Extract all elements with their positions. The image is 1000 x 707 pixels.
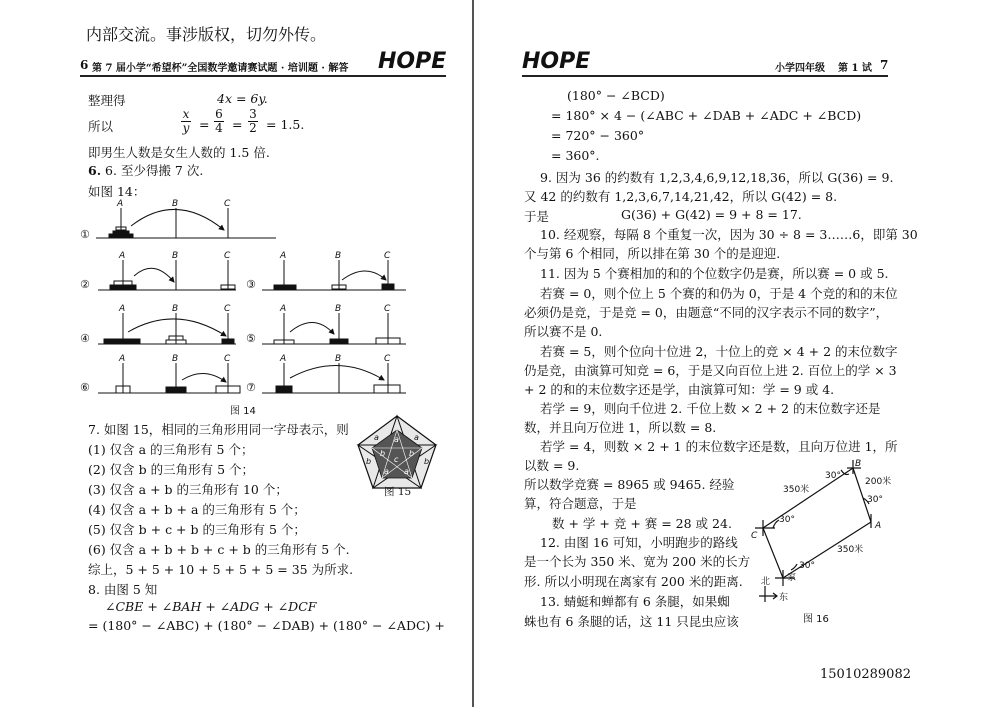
answer-11-b: 若赛 = 0，则个位上 5 个赛的和仍为 0，于是 4 个竞的和的末位 (540, 286, 898, 301)
answer-11-c: 必须仍是竞，于是竞 = 0，由题意“不同的汉字表示不同的数字”， (524, 305, 889, 320)
line-ratio: 即男生人数是女生人数的 1.5 倍. (88, 145, 270, 160)
answer-7-item-4: (4) 仅含 a + b + a 的三角形有 5 个； (88, 502, 306, 517)
step-number-3: ③ (246, 278, 256, 291)
answer-9-b: 又 42 的约数有 1,2,3,6,7,14,21,42，所以 G(42) = 8. (524, 189, 838, 204)
equals-1: = (199, 117, 210, 132)
triangle-label-b: b (409, 449, 415, 458)
peg-label-b: B (172, 354, 179, 364)
answer-7-item-6: (6) 仅含 a + b + b + c + b 的三角形有 5 个. (88, 542, 350, 557)
peg-label-a: A (119, 251, 126, 261)
line-suoyi: 所以 (88, 119, 114, 134)
step-number-1: ① (80, 228, 90, 241)
figure-16-caption: 图 16 (803, 614, 829, 625)
peg-label-b: B (172, 304, 179, 314)
triangle-label-b: b (424, 457, 430, 466)
answer-9-a: 9. 因为 36 的约数有 1,2,3,4,6,9,12,18,36，所以 G(36) = 9. (540, 170, 894, 185)
peg-label-c: C (224, 304, 231, 314)
figure-14-caption: 图 14 (230, 406, 256, 417)
angle-30-top: 30° (825, 471, 841, 481)
triangle-label-a: a (414, 433, 419, 442)
answer-7-item-3: (3) 仅含 a + b 的三角形有 10 个； (88, 482, 288, 497)
figure-14 (76, 196, 416, 418)
answer-11-g: + 2 的和的末位数字还是学，由演算可知：学 = 9 或 4. (524, 382, 835, 397)
answer-8-line-2: = (180° − ∠ABC) + (180° − ∠DAB) + (180° − ∠ADC) + (88, 618, 445, 633)
hope-logo-text: HOPE (378, 49, 446, 74)
line-equation: 4x = 6y. (217, 91, 268, 106)
fraction-x-y: x y (182, 107, 190, 135)
hanoi-step-3 (262, 260, 406, 290)
angle-30-right: 30° (867, 495, 883, 505)
hanoi-step-7 (262, 363, 406, 393)
peg-label-b: B (172, 251, 179, 261)
equals-2: = (232, 117, 243, 132)
answer-11-e: 若赛 = 5，则个位向十位进 2，十位上的竞 × 4 + 2 的末位数字 (540, 344, 898, 359)
answer-7-item-5: (5) 仅含 b + c + b 的三角形有 5 个； (88, 522, 306, 537)
triangle-label-a: a (374, 433, 379, 442)
angle-30-bottom: 30° (799, 561, 815, 571)
step-number-5: ⑤ (246, 332, 256, 345)
peg-label-a: A (117, 199, 124, 209)
triangle-label-b: b (366, 457, 372, 466)
peg-label-c: C (224, 199, 231, 209)
right-page-number: 7 (880, 58, 889, 72)
peg-label-b: B (335, 304, 342, 314)
answer-7-item-1: (1) 仅含 a 的三角形有 5 个； (88, 442, 254, 457)
distance-350-bottom: 350米 (837, 545, 864, 555)
right-header-grade: 小学四年级 (775, 63, 825, 74)
answer-11-h: 若学 = 9，则向千位进 2. 千位上数 × 2 + 2 的末位数字还是 (540, 401, 881, 416)
hanoi-step-6 (98, 363, 240, 393)
right-line-1: (180° − ∠BCD) (567, 88, 665, 103)
fraction-result: = 1.5. (266, 117, 305, 132)
fraction-6-4: 6 4 (215, 107, 223, 135)
hope-logo-right (520, 46, 590, 78)
peg-label-c: C (224, 354, 231, 364)
hanoi-step-2 (98, 260, 236, 290)
angle-30-left: 30° (779, 515, 795, 525)
point-c: C (751, 531, 758, 541)
answer-12-b: 是一个长为 350 米、宽为 200 米的长方 (524, 554, 751, 569)
answer-11-l: 所以数学竞赛 = 8965 或 9465. 经验 (524, 477, 735, 492)
answer-7: 7. 如图 15，相同的三角形用同一字母表示，则 (88, 422, 349, 437)
peg-label-a: A (280, 251, 287, 261)
triangle-label-b: b (380, 449, 386, 458)
answer-11-a: 11. 因为 5 个赛相加的和的个位数字仍是赛，所以赛 = 0 或 5. (540, 266, 889, 281)
step-number-7: ⑦ (246, 381, 256, 394)
answer-9-c1: 于是 (524, 209, 550, 224)
answer-13-b: 蛛也有 6 条腿的话，这 11 只昆虫应该 (524, 614, 739, 629)
hope-logo-text: HOPE (522, 49, 590, 74)
answer-10-a: 10. 经观察，每隔 8 个重复一次，因为 30 ÷ 8 = 3……6，即第 30 (540, 227, 918, 242)
answer-11-d: 所以赛不是 0. (524, 324, 603, 339)
answer-13-a: 13. 蜻蜓和蝉都有 6 条腿，如果蜘 (540, 594, 730, 609)
answer-7-item-2: (2) 仅含 b 的三角形有 5 个； (88, 462, 255, 477)
figure-15-caption: 图 15 (384, 486, 412, 498)
peg-label-a: A (119, 304, 126, 314)
peg-label-c: C (384, 304, 391, 314)
fig14-intro: 如图 14： (88, 184, 146, 199)
peg-label-b: B (172, 199, 179, 209)
answer-11-f: 仍是竞，由演算可知竞 = 6，于是又向百位上进 2. 百位上的学 × 3 (524, 363, 897, 378)
peg-label-b: B (335, 251, 342, 261)
north-label: 北 (761, 577, 771, 587)
line-zhengli: 整理得 (88, 93, 126, 108)
peg-label-c: C (224, 251, 231, 261)
distance-200: 200米 (865, 477, 892, 487)
step-number-2: ② (80, 278, 90, 291)
answer-8-line-1: ∠CBE + ∠BAH + ∠ADG + ∠DCF (105, 599, 317, 614)
answer-11-m: 算，符合题意，于是 (524, 496, 637, 511)
answer-11-j: 若学 = 4，则数 × 2 + 1 的末位数字还是数，且向万位进 1，所 (540, 439, 898, 454)
figure-16 (745, 456, 895, 626)
fraction-3-2: 3 2 (249, 107, 257, 135)
right-line-3: = 720° − 360° (551, 128, 645, 143)
left-header-title: 第 7 届小学“希望杯”全国数学邀请赛试题 · 培训题 · 解答 (92, 63, 349, 74)
step-number-6: ⑥ (80, 381, 90, 394)
triangle-label-c: c (394, 455, 399, 464)
answer-10-b: 个与第 6 个相同，所以排在第 30 个的是迎迎. (524, 246, 781, 261)
hanoi-step-4 (98, 313, 236, 344)
answer-11-n: 数 + 学 + 竞 + 赛 = 28 或 24. (552, 516, 732, 531)
home-label: 家 (787, 573, 797, 583)
left-header-rule (80, 75, 446, 77)
east-label: 东 (779, 593, 789, 603)
distance-350-top: 350米 (783, 485, 810, 495)
answer-11-i: 数，并且向万位进 1，所以数 = 8. (524, 420, 717, 435)
answer-12-a: 12. 由图 16 可知，小明跑步的路线 (540, 535, 738, 550)
right-header-rule (522, 75, 888, 77)
right-line-2: = 180° × 4 − (∠ABC + ∠DAB + ∠ADC + ∠BCD) (551, 108, 862, 123)
answer-8: 8. 由图 5 知 (88, 582, 158, 597)
triangle-label-a: a (394, 435, 399, 444)
left-page-number: 6 (80, 58, 89, 72)
hope-logo-left (376, 46, 446, 78)
page-divider (472, 0, 474, 707)
peg-label-c: C (384, 251, 391, 261)
answer-12-c: 形. 所以小明现在离家有 200 米的距离. (524, 574, 743, 589)
phone-number: 15010289082 (820, 667, 911, 682)
watermark: 内部交流。事涉版权，切勿外传。 (86, 25, 327, 44)
triangle-label-a: a (404, 467, 409, 476)
hanoi-step-1 (96, 208, 276, 238)
peg-label-a: A (119, 354, 126, 364)
step-number-4: ④ (80, 332, 90, 345)
answer-9-c2: G(36) + G(42) = 9 + 8 = 17. (621, 207, 802, 222)
peg-label-a: A (280, 354, 287, 364)
hanoi-step-5 (262, 313, 406, 344)
peg-label-b: B (335, 354, 342, 364)
right-header-test: 第 1 试 (838, 63, 872, 74)
point-a: A (875, 521, 882, 531)
answer-11-k: 以数 = 9. (524, 458, 580, 473)
answer-7-sum: 综上，5 + 5 + 10 + 5 + 5 + 5 = 35 为所求. (88, 562, 354, 577)
point-b: B (855, 459, 862, 469)
answer-6: 6. 6. 至少得搬 7 次. (88, 163, 204, 178)
triangle-label-a: a (384, 467, 389, 476)
peg-label-a: A (280, 304, 287, 314)
right-line-4: = 360°. (551, 148, 600, 163)
peg-label-c: C (384, 354, 391, 364)
